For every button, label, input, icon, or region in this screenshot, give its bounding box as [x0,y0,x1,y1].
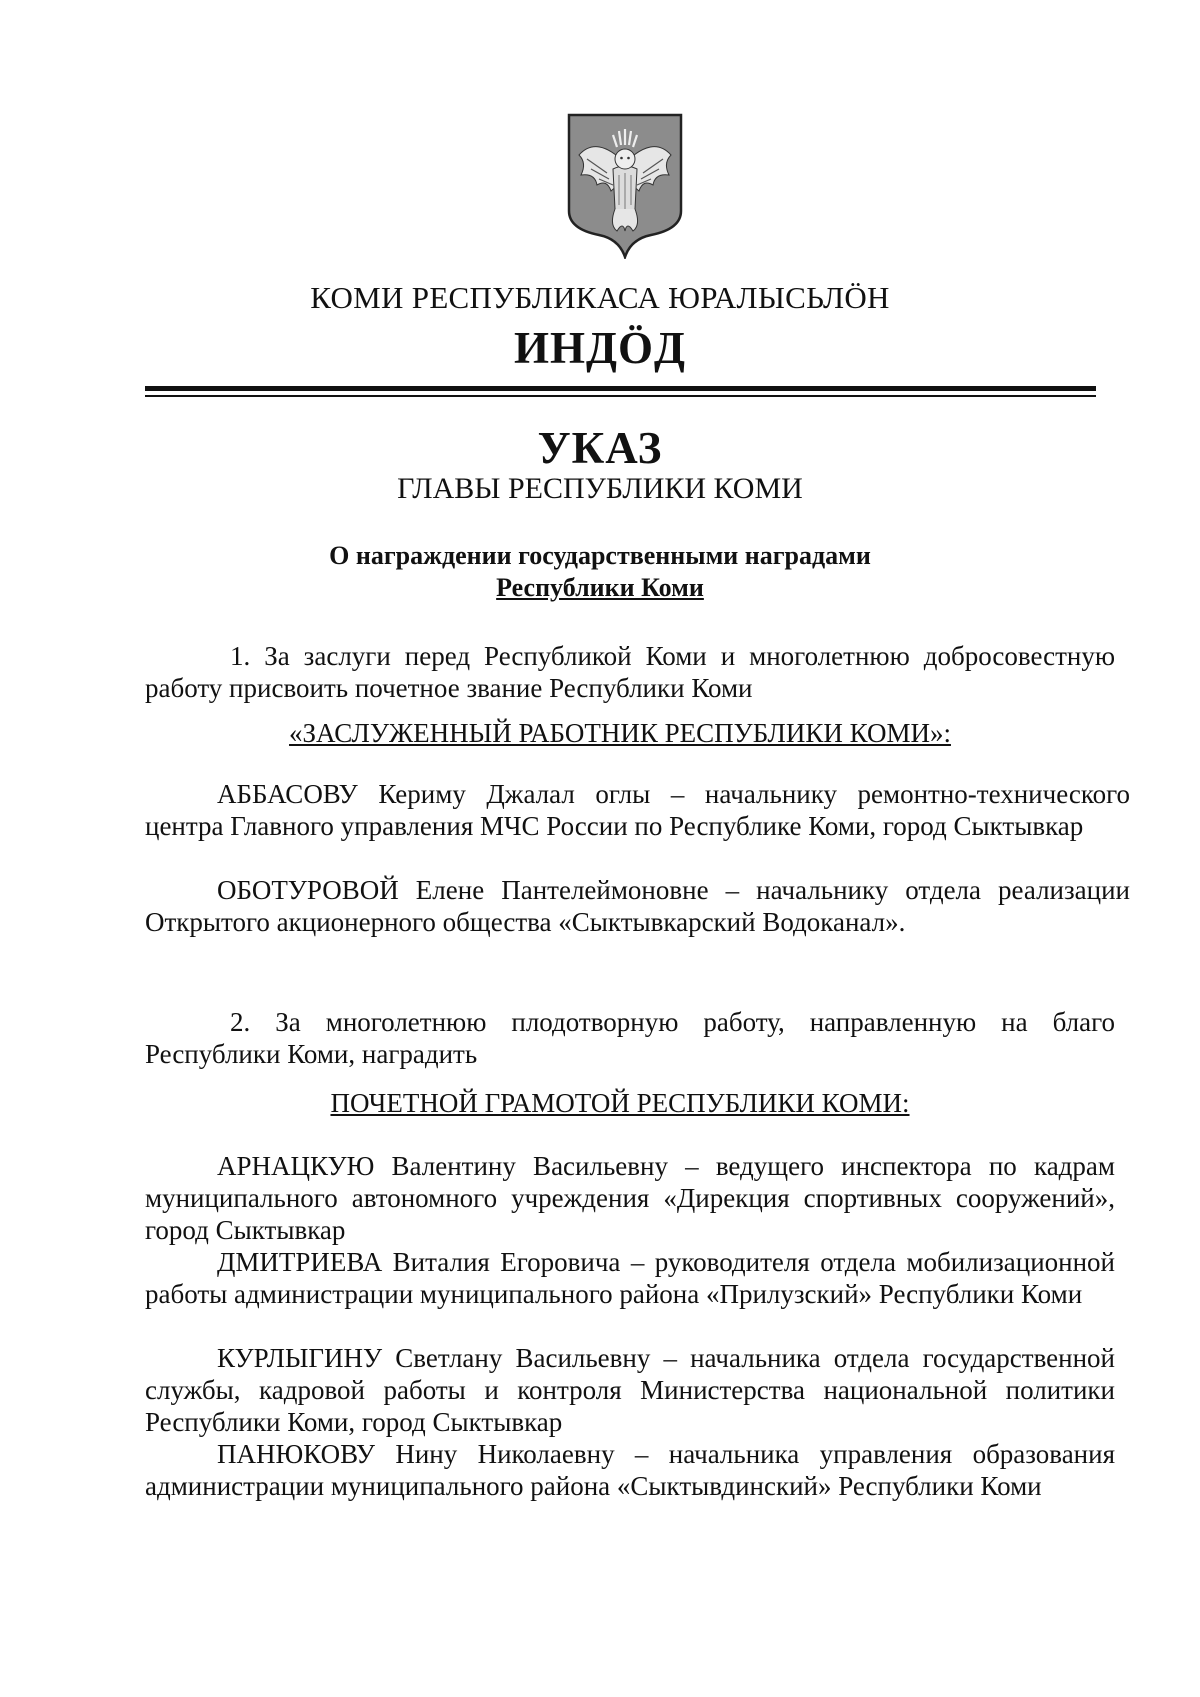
document-subtitle: ГЛАВЫ РЕСПУБЛИКИ КОМИ [397,472,803,505]
document-title: УКАЗ [537,423,663,473]
subject-line-2: Республики Коми [496,573,704,602]
section-1-intro: 1. За заслуги перед Республикой Коми и многолетнюю добросовестную работу присвоить почетное звание Республики Коми [145,641,1115,703]
komi-document-title: ИНДӦД [514,323,686,373]
awardee-2-2: ДМИТРИЕВА Виталия Егоровича – руководителя отдела мобилизационной работы администрации муниципального района «Прилузский» Республики Коми [145,1247,1115,1309]
awardee-2-1: АРНАЦКУЮ Валентину Васильевну – ведущего инспектора по кадрам муниципального автономного учреждения «Дирекция спортивных сооружений», город Сыктывкар [145,1151,1115,1245]
awardee-2-4: ПАНЮКОВУ Нину Николаевну – начальника управления образования администрации муниципального района «Сыктывдинский» Республики Коми [145,1439,1115,1501]
awardee-1-1: АББАСОВУ Кериму Джалал оглы – начальнику ремонтно-технического центра Главного управления МЧС России по Республике Коми, город Сыктывкар [145,779,1130,841]
awardee-2-3: КУРЛЫГИНУ Светлану Васильевну – начальника отдела государственной службы, кадровой работы и контроля Министерства национальной политики Республики Коми, город Сыктывкар [145,1343,1115,1437]
section-2-intro: 2. За многолетнюю плодотворную работу, направленную на благо Республики Коми, наградить [145,1007,1115,1069]
section-2-award-title: ПОЧЕТНОЙ ГРАМОТОЙ РЕСПУБЛИКИ КОМИ: [330,1088,910,1118]
header-divider-thin [145,395,1096,397]
subject-line-1: О награждении государственными наградами [329,541,871,570]
header-divider-thick [145,386,1096,391]
komi-coat-of-arms-emblem [567,113,683,259]
section-1-award-title: «ЗАСЛУЖЕННЫЙ РАБОТНИК РЕСПУБЛИКИ КОМИ»: [289,718,951,748]
awardee-1-2: ОБОТУРОВОЙ Елене Пантелеймоновне – начальнику отдела реализации Открытого акционерного общества «Сыктывкарский Водоканал». [145,875,1130,937]
komi-header-line: КОМИ РЕСПУБЛИКАСА ЮРАЛЫСЬЛӦН [310,280,890,315]
